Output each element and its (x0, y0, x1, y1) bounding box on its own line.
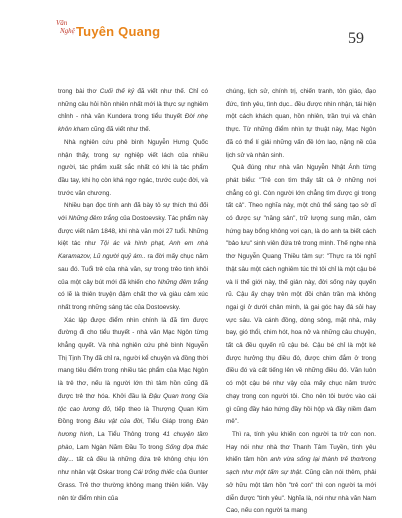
text-run: , Tiểu Giáp trong (142, 418, 197, 426)
text-run: của Gunter Grass. Trẻ thơ thường không mang thiên kiến. Vậy nên từ điểm nhìn của (58, 469, 208, 502)
italic-text: Tội ác và hình phạt, Anh em nhà Karamazov, Lũ người quỷ ám (58, 240, 208, 261)
text-run: cũng đã viết như thế. (89, 126, 151, 134)
paragraph (226, 86, 376, 162)
text-run: ... tất cả đều là những đứa trẻ không chịu lớn như nhân vật Oskar trong (58, 456, 208, 477)
text-run: .. ra đời mấy chục năm sau đó. Tuổi trẻ của nhà văn, sự trong trẻo tinh khôi của một cây bút mới đã khiến cho (58, 253, 208, 286)
paragraph (58, 200, 208, 314)
right-column (226, 86, 376, 518)
text-run: , tiếp theo là Thượng Quan Kim Đồng trong (58, 405, 208, 426)
paragraph (226, 162, 376, 429)
text-run: Xác lập được điểm nhìn chính là đã tìm được đường đi cho tiểu thuyết - nhà văn Mạc Ngôn từng khẳng quyết. Và nhà nghiên cứu phê bình Nguyễn Thị Tịnh Thy đã chỉ ra, người kể chuyện và đồng thời mang tiêu điểm trong nhiều tác phẩm của Mạc Ngôn là trẻ thơ, nếu là người lớn thì tâm hồn cũng đã được trẻ thơ hóa. Khởi đầu là (58, 316, 208, 400)
masthead-van: Văn (56, 19, 68, 27)
page-number: 59 (348, 30, 364, 47)
text-run: của Dostoevsky. Tác phẩm này được viết năm 1848, khi nhà văn mới 27 tuổi. Những kiệt tác như (58, 215, 208, 248)
text-run: , La Tiểu Thông trong (92, 430, 163, 438)
paragraph (226, 429, 376, 518)
text-run: Thì ra, tính yêu khiến con người ta trở con non. Hay nói như nhà thơ Thanh Tâm Tuyền, tình yêu khiến tâm hồn (226, 430, 376, 464)
italic-text: Những đêm trắng (68, 215, 119, 223)
italic-text: Đời nhẹ khôn kham (58, 113, 208, 134)
italic-text: Những đêm trắng (157, 278, 208, 286)
masthead-nghe: Nghệ (60, 27, 75, 35)
italic-text: Báu vật của đời (93, 418, 143, 426)
italic-text: Cuối thế kỷ (99, 88, 135, 95)
text-run: có lẽ là thiên truyện đậm chất thơ và giàu cảm xúc nhất trong những sáng tác của Dostoevsky. (58, 291, 208, 311)
italic-text: Đậu Quan trong Gia tộc cao lương đỏ (58, 392, 208, 413)
text-run: , Lam Ngàn Năm Đầu To trong (72, 443, 166, 451)
text-run: Nhiều bạn đọc tính anh đã bày tỏ sự thích thú đối với (58, 202, 208, 223)
text-run: Quả đúng như nhà văn Nguyễn Nhật Ánh từng phát biểu: "Trẻ con tìm thấy tất cả ở những nơi chẳng có gì. Còn người lớn chẳng tìm được gì trong tất cả". Theo nghĩa này, một chủ thể sáng tạo sở dĩ có được sự "năng sản", trữ lượng sung mãn, cảm hứng bay bổng không vơi cạn, là do anh ta biết cách "bảo lưu" sinh viên đứa trẻ trong mình. Thế nghe nhà thơ Nguyễn Quang Thiều tâm sự: "Thực ra tôi nghĩ thật sâu một cách nghiêm túc thì tôi chỉ là một cậu bé và lí thế giới này, thế giản này, đời sống này quyến rũ. Cậu ấy chạy trên một đồi chân trần mà không ngại gì ở dưới chân mình, là gai góc hay đá sỏi hay vực sâu. Và cánh đồng, dòng sông, mặt nhà, mây bay, gió thổi, chim hót, hoa nở và những câu chuyện, tất cả đều quyến rũ cậu bé. Cậu bé chỉ là một kẻ được hưởng thụ điều đó, được chim đắm ở trong điều đó và cất tiếng lên về những điều đó. Văn luôn có một cậu bé như vậy của mấy chục năm trước chạy trong con người tôi. Cho nên tôi bước vào cái gì cũng đầy háo hứng đầy hồi hộp và đầy niềm đam mê". (226, 164, 376, 426)
left-column (58, 86, 208, 505)
text-run: đã viết như thế. Chỉ có những câu hỏi hồn nhiên nhất mới là thực sự nghiêm chỉnh - nhà văn Kundera trong tiểu thuyết (58, 88, 208, 121)
italic-text: Đàn hương hình (58, 418, 208, 438)
paragraph (58, 86, 208, 137)
italic-text: Sống đọa thác đày (58, 443, 208, 464)
italic-text: 41 chuyện tầm phào (58, 430, 208, 451)
text-run: Nhà nghiên cứu phê bình Nguyễn Hưng Quốc nhận thấy, trong sự nghiệp viết lách của nhiều người, tác phẩm xuất sắc nhất có khi là tác phẩm đầu tay, khi họ còn khá ngơ ngác, trước cuộc đời, và trước văn chương. (58, 138, 208, 197)
paragraph (58, 137, 208, 201)
text-run: trong bài thơ (58, 88, 100, 95)
masthead (56, 20, 176, 52)
masthead-title: Tuyên Quang (76, 24, 161, 39)
text-run: . Cũng cần nói thêm, phải sở hữu một tâm hồn "trẻ con" thì con người ta mới diễn được "tình yêu". Nghĩa là, nói như nhà văn Nam Cao, nếu con người ta mang (226, 469, 377, 515)
paragraph (58, 315, 208, 506)
text-run: chúng, lịch sử, chính trị, chiến tranh, tôn giáo, đạo đức, tình yêu, tình dục.. đều được nhìn nhận, tái hiện một cách khách quan, hồn nhiên, trần trụi và chân thực. Từ những điểm nhìn tự thuật này, Mạc Ngôn đã có thể lí giải những vấn đề lớn lao, nặng nề của lịch sử và nhân sinh. (226, 88, 376, 159)
italic-text: anh vừa sống lại thành trẻ thơ/trong sạch như một tấm sự thật (226, 456, 376, 477)
italic-text: Cái trống thiếc (133, 469, 175, 477)
